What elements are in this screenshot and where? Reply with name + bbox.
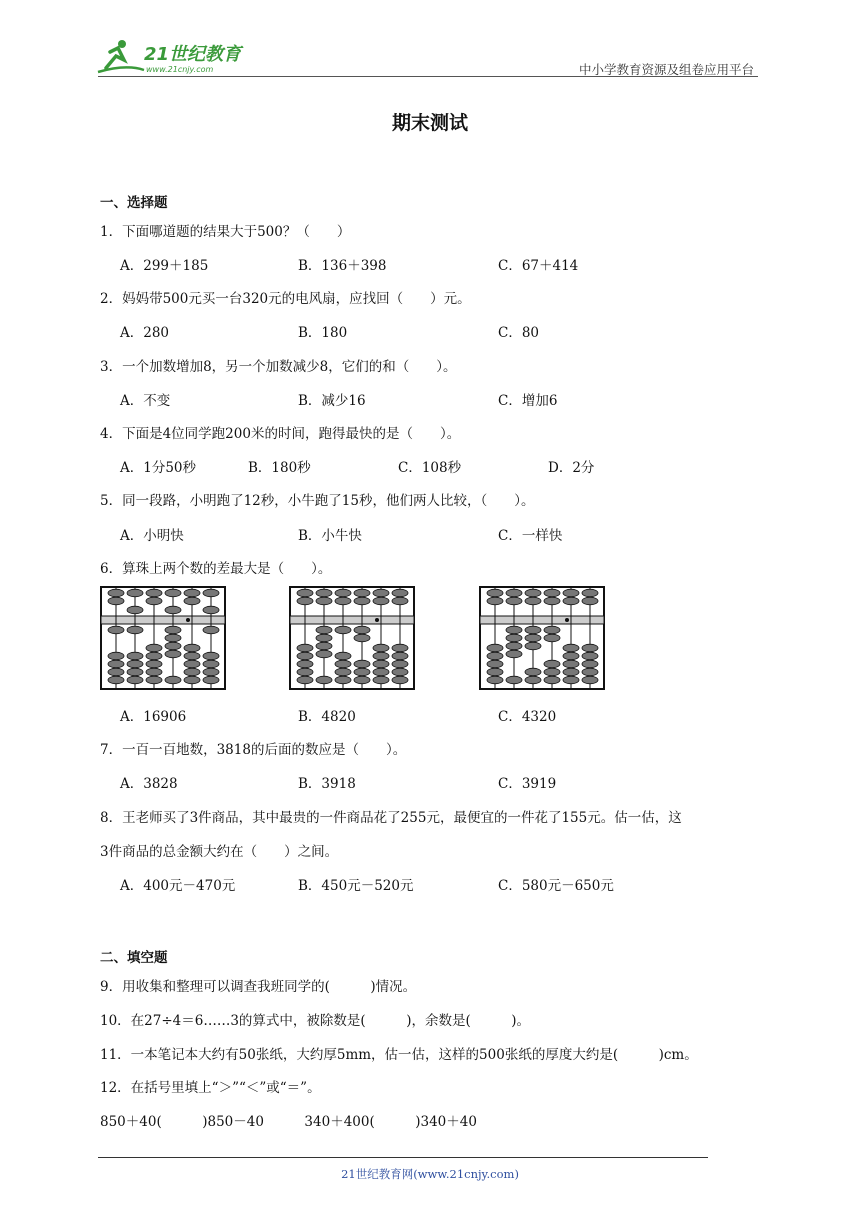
option: B．4820 bbox=[298, 709, 356, 725]
page-title: 期末测试 bbox=[391, 112, 468, 134]
question-stem: 7．一百一百地数，3818的后面的数应是（ ）。 bbox=[100, 742, 407, 758]
section-heading-choice: 一、选择题 bbox=[100, 195, 168, 211]
footer-text: 21世纪教育网(www.21cnjy.com) bbox=[341, 1167, 519, 1181]
option: A．400元－470元 bbox=[120, 878, 236, 894]
abacus-figure-a bbox=[100, 586, 226, 690]
option: C．108秒 bbox=[398, 460, 462, 476]
question-stem: 6．算珠上两个数的差最大是（ ）。 bbox=[100, 561, 332, 577]
fill-question-comparisons: 850＋40( )850－40 340＋400( )340＋40 bbox=[100, 1114, 477, 1130]
option: A．299＋185 bbox=[120, 258, 209, 274]
option: A．小明快 bbox=[120, 528, 184, 544]
option: C．一样快 bbox=[498, 528, 563, 544]
section-heading-fill: 二、填空题 bbox=[100, 950, 168, 966]
option: B．3918 bbox=[298, 776, 356, 792]
fill-question: 11．一本笔记本大约有50张纸，大约厚5mm，估一估，这样的500张纸的厚度大约是( )cm。 bbox=[100, 1047, 698, 1063]
question-stem: 8．王老师买了3件商品，其中最贵的一件商品花了255元，最便宜的一件花了155元。估一估，这 bbox=[100, 810, 682, 826]
option: A．16906 bbox=[120, 709, 187, 725]
option: A．280 bbox=[120, 325, 170, 341]
question-stem: 1．下面哪道题的结果大于500？（ ） bbox=[100, 224, 351, 240]
question-stem-continued: 3件商品的总金额大约在（ ）之间。 bbox=[100, 844, 339, 860]
abacus-figure-b bbox=[289, 586, 415, 690]
option: A．不变 bbox=[120, 393, 171, 409]
logo-text: 21世纪教育 bbox=[144, 44, 242, 65]
option: B．450元－520元 bbox=[298, 878, 414, 894]
runner-icon bbox=[98, 40, 144, 72]
header-tagline: 中小学教育资源及组卷应用平台 bbox=[578, 62, 754, 77]
option: C．4320 bbox=[498, 709, 557, 725]
question-stem: 4．下面是4位同学跑200米的时间，跑得最快的是（ ）。 bbox=[100, 426, 461, 442]
fill-question: 10．在27÷4＝6……3的算式中，被除数是( )，余数是( )。 bbox=[100, 1013, 531, 1029]
question-stem: 2．妈妈带500元买一台320元的电风扇，应找回（ ）元。 bbox=[100, 291, 471, 307]
option: B．减少16 bbox=[298, 393, 366, 409]
option: D．2分 bbox=[548, 460, 595, 476]
question-stem: 5．同一段路，小明跑了12秒，小牛跑了15秒，他们两人比较，（ ）。 bbox=[100, 493, 535, 509]
option: C．580元－650元 bbox=[498, 878, 614, 894]
option: C．3919 bbox=[498, 776, 557, 792]
option: B．小牛快 bbox=[298, 528, 362, 544]
logo-url: www.21cnjy.com bbox=[146, 65, 214, 74]
option: B．180 bbox=[298, 325, 348, 341]
question-stem: 3．一个加数增加8，另一个加数减少8，它们的和（ ）。 bbox=[100, 359, 457, 375]
option: B．136＋398 bbox=[298, 258, 387, 274]
header-divider bbox=[98, 76, 758, 77]
option: A．1分50秒 bbox=[120, 460, 197, 476]
fill-question: 9．用收集和整理可以调查我班同学的( )情况。 bbox=[100, 979, 417, 995]
abacus-figure-c bbox=[479, 586, 605, 690]
footer-divider bbox=[98, 1157, 708, 1158]
option: C．增加6 bbox=[498, 393, 558, 409]
fill-question: 12．在括号里填上“＞”“＜”或“＝”。 bbox=[100, 1080, 321, 1096]
option: A．3828 bbox=[120, 776, 178, 792]
option: C．80 bbox=[498, 325, 540, 341]
option: B．180秒 bbox=[248, 460, 311, 476]
logo bbox=[96, 38, 266, 76]
option: C．67＋414 bbox=[498, 258, 579, 274]
